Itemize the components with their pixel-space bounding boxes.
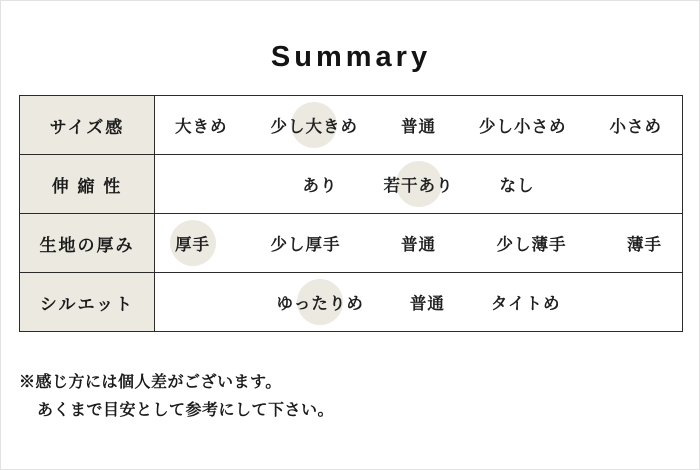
table-row	[20, 96, 683, 155]
option-item[interactable]: タイトめ	[490, 295, 561, 313]
option-item[interactable]: 小さめ	[609, 118, 662, 136]
option-item[interactable]: 普通	[401, 118, 436, 136]
table-row	[20, 155, 683, 214]
summary-table	[19, 95, 683, 332]
row-options-thickness	[155, 214, 683, 273]
option-group	[155, 273, 682, 331]
option-item-selected[interactable]: 若干あり	[384, 172, 454, 196]
option-item[interactable]: なし	[499, 177, 535, 195]
option-item[interactable]: 大きめ	[175, 118, 228, 136]
option-item[interactable]: 少し薄手	[496, 236, 567, 254]
note-line-1: ※感じ方には個人差がございます。	[19, 374, 282, 391]
row-label-size: サイズ感	[20, 96, 155, 155]
option-item[interactable]: 普通	[401, 236, 436, 254]
option-item[interactable]: 少し厚手	[270, 236, 341, 254]
row-label-silhouette: シルエット	[20, 273, 155, 332]
option-group	[155, 155, 682, 213]
table-row	[20, 214, 683, 273]
table-row	[20, 273, 683, 332]
option-item[interactable]: 薄手	[627, 236, 662, 254]
option-item[interactable]: あり	[302, 177, 338, 195]
row-options-silhouette	[155, 273, 683, 332]
option-group	[155, 214, 682, 272]
page-title: Summary	[270, 41, 432, 73]
option-item[interactable]: 普通	[409, 295, 445, 313]
option-item-selected[interactable]: 厚手	[175, 231, 210, 255]
option-item[interactable]: 少し小さめ	[479, 118, 567, 136]
note-line-2: あくまで目安として参考にして下さい。	[37, 402, 335, 419]
option-item-selected[interactable]: 少し大きめ	[271, 113, 359, 137]
option-item-selected[interactable]: ゆったりめ	[276, 290, 363, 314]
disclaimer-note	[19, 369, 679, 425]
row-options-stretch	[155, 155, 683, 214]
row-label-stretch: 伸 縮 性	[20, 155, 155, 214]
row-options-size	[155, 96, 683, 155]
row-label-thickness: 生地の厚み	[20, 214, 155, 273]
option-group	[155, 96, 682, 154]
summary-table-wrap	[19, 95, 683, 332]
summary-table-body	[20, 96, 683, 332]
